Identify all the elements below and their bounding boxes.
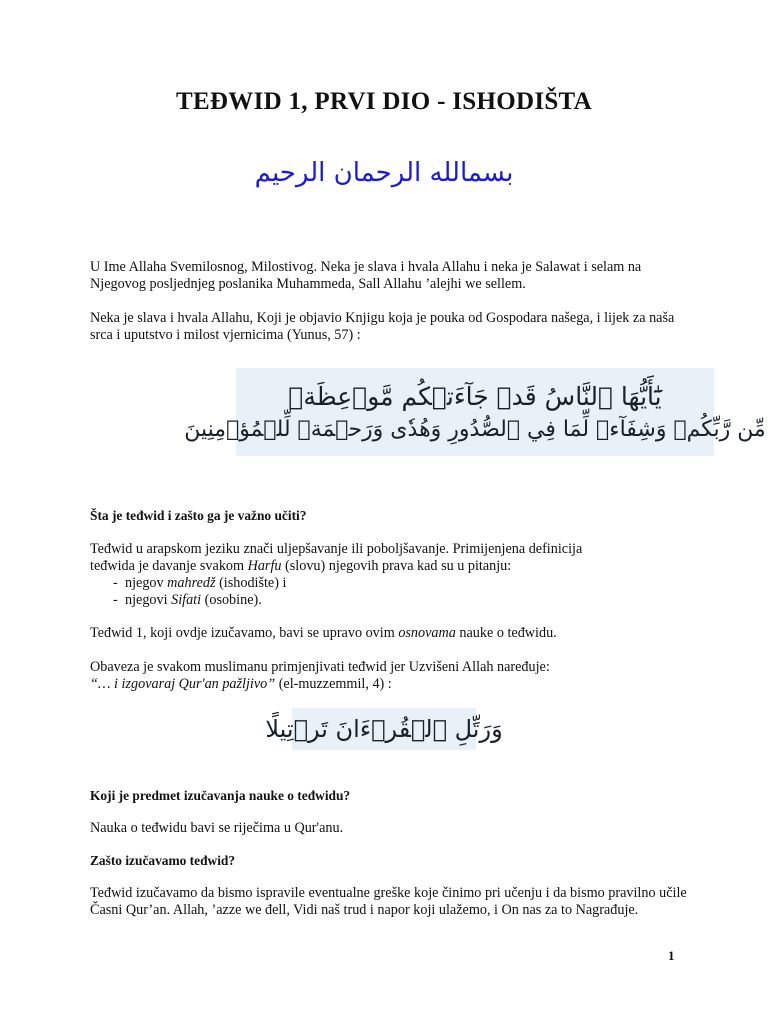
page-number: 1 xyxy=(668,948,675,963)
definition-paragraph xyxy=(90,541,690,609)
ayah-yunus-image xyxy=(184,368,766,456)
quote-reference: (el-muzzemmil, 4) : xyxy=(275,676,392,692)
page-title: TEĐWID 1, PRVI DIO - ISHODIŠTA xyxy=(175,88,593,115)
intro-paragraph: U Ime Allaha Svemilosnog, Milostivog. Neka je slava i hvala Allahu i neka je Salawat i selam na Njegovog posljednjeg poslanika Muhammeda, Sall Allahu ’alejhi we sellem. xyxy=(90,259,642,292)
section-heading-subject: Koji je predmet izučavanja nauke o teđwidu? xyxy=(90,788,351,803)
definition-line2: teđwida je davanje svakom Harfu (slovu) njegovih prava kad su u pitanju: xyxy=(90,558,512,574)
ayah-muzzammil-image: وَرَتِّلِ ٱلۡقُرۡءَانَ تَرۡتِيلًا xyxy=(292,708,476,750)
ayah-yunus-line2: مِّن رَّبِّكُمۡ وَشِفَآءٞ لِّمَا فِي ٱلصُّدُورِ وَهُدٗى وَرَحۡمَةٞ لِّلۡمُؤۡمِنِينَ xyxy=(184,417,766,442)
quote-text: “… i izgovaraj Qur'an pažljivo” xyxy=(90,676,276,692)
list-item: - njegov mahredž (ishodište) i xyxy=(90,575,690,592)
ayah-yunus-line1: يَٰٓأَيُّهَا ٱلنَّاسُ قَدۡ جَآءَتۡكُم مَّوۡعِظَةٞ xyxy=(288,382,662,411)
list-item: - njegovi Sifati (osobine). xyxy=(90,592,690,609)
scope-paragraph: Teđwid 1, koji ovdje izučavamo, bavi se upravo ovim osnovama nauke o teđwidu. xyxy=(90,625,557,641)
section-heading-what: Šta je teđwid i zašto ga je važno učiti? xyxy=(90,508,307,523)
section-heading-why: Zašto izučavamo teđwid? xyxy=(90,853,236,868)
quote-line xyxy=(90,676,690,693)
definition-list xyxy=(90,575,690,609)
subject-paragraph: Nauka o teđwidu bavi se riječima u Qur'anu. xyxy=(90,820,344,836)
definition-line1: Teđwid u arapskom jeziku znači uljepšavanje ili poboljšavanje. Primijenjena definicija xyxy=(90,541,583,557)
obligation-line: Obaveza je svakom muslimanu primjenjivati teđwid jer Uzvišeni Allah naređuje: xyxy=(90,659,550,675)
why-paragraph: Teđwid izučavamo da bismo ispravile eventualne greške koje činimo pri učenju i da bismo pravilno učile Časni Qur’an. Allah, ’azze we đell, Vidi naš trud i napor koji ulažemo, i On nas za to Nagrađuje. xyxy=(90,885,687,918)
obligation-paragraph xyxy=(90,659,690,693)
quran-paragraph: Neka je slava i hvala Allahu, Koji je objavio Knjigu koja je pouka od Gospodara našega, i lijek za naša srca i uputstvo i milost vjernicima (Yunus, 57) : xyxy=(90,310,675,343)
basmala: بسمالله الرحمان الرحيم xyxy=(254,158,514,188)
